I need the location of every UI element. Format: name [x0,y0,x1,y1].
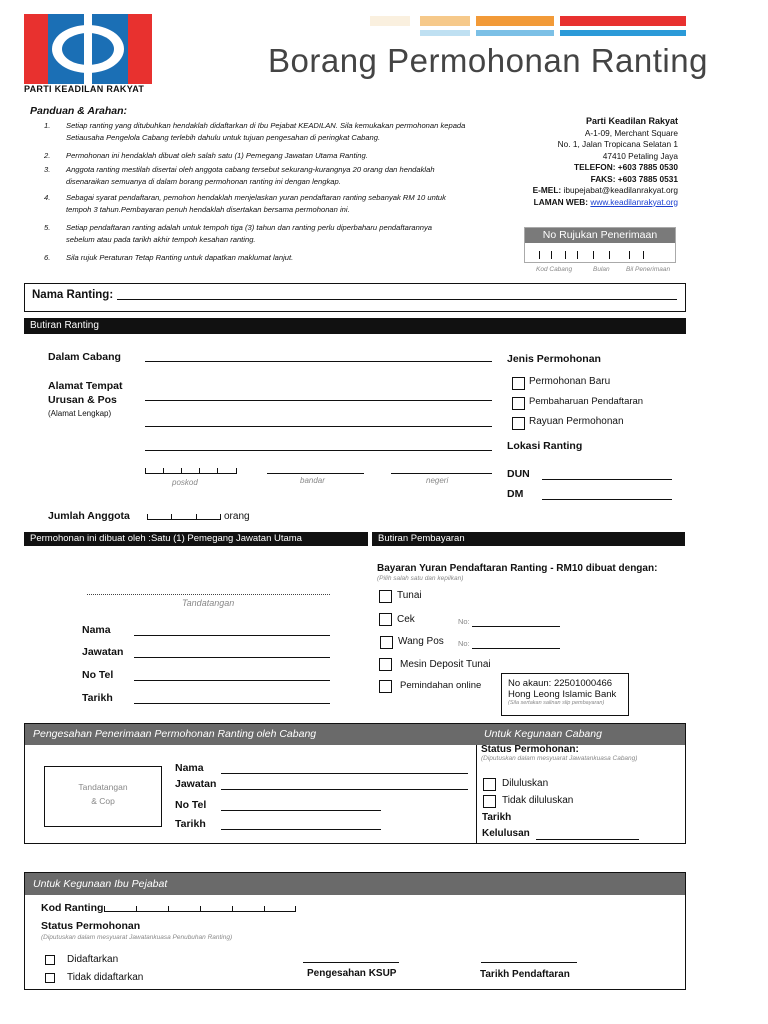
ref-kod-label: Kod Cabang [536,266,573,273]
bayaran-sub: (Pilih salah satu dan kepilkan) [377,575,464,582]
kod-ranting-label: Kod Ranting [41,902,104,914]
bank-info-box [501,673,629,716]
cabang-jawatan-label: Jawatan [175,778,217,790]
ref-title: No Rujukan Penerimaan [525,228,675,243]
rayuan-label: Rayuan Permohonan [529,416,624,427]
cabang-nama-label: Nama [175,762,204,774]
bandar-label: bandar [300,476,325,485]
email-value: ibupejabat@keadilanrakyat.org [563,185,678,195]
cabang-kelulusan-label: Kelulusan [482,828,530,839]
address-fax: FAKS: +603 7885 0531 [590,173,678,184]
cabang-status-label: Status Permohonan: [481,744,579,755]
cabang-notel-label: No Tel [175,799,207,811]
wangpos-label: Wang Pos [398,636,444,647]
pembayaran-bar: Butiran Pembayaran [372,532,685,546]
party-logo-icon [24,14,152,84]
cop-stamp-label: & Cop [91,796,115,806]
pengesahan-bar: Pengesahan Penerimaan Permohonan Ranting oleh Cabang [25,724,476,745]
ksup-label: Pengesahan KSUP [307,968,397,979]
butiran-ranting-bar: Butiran Ranting [24,318,686,334]
cop-sign-label: Tandatangan [78,782,128,792]
pemohon-notel-label: No Tel [82,669,114,681]
bandar-field[interactable] [267,473,364,474]
guide-item: 2. Permohonan ini hendaklah dibuat oleh salah satu (1) Pemegang Jawatan Utama Ranting. [44,151,368,160]
tarikh-pendaftaran-label: Tarikh Pendaftaran [480,969,570,980]
cabang-field[interactable] [145,361,492,362]
web-link[interactable]: www.keadilanrakyat.org [590,196,678,207]
checkbox-rayuan[interactable] [512,417,525,430]
permohonan-baru-label: Permohonan Baru [529,376,611,387]
cabang-status-sub: (Diputuskan dalam mesyuarat Jawatankuasa Cabang) [481,755,638,762]
address-block [533,116,678,208]
pemohon-notel-field[interactable] [134,680,330,681]
pemohon-tarikh-label: Tarikh [82,692,113,704]
dun-label: DUN [507,468,530,480]
poskod-label: poskod [172,478,198,487]
pemohon-tarikh-field[interactable] [134,703,330,704]
negeri-label: negeri [426,476,449,485]
ref-bil-label: Bil Penerimaan [626,266,671,273]
party-logo [24,14,152,96]
deposit-label: Mesin Deposit Tunai [400,659,491,670]
cek-no-field[interactable] [472,626,560,627]
address-tel: TELEFON: +603 7885 0530 [574,162,678,172]
dm-label: DM [507,488,524,500]
checkbox-permohonan-baru[interactable] [512,377,525,390]
ksup-field[interactable] [303,962,399,963]
checkbox-cek[interactable] [379,613,392,626]
address-org: Parti Keadilan Rakyat [585,116,678,126]
guide-item: 1. Setiap ranting yang ditubuhkan hendaklah didaftarkan di Ibu Pejabat KEADILAN. Sila kemukakan permohonan kepada Setiausaha Pengelola Cabang terlebih dahulu untuk tujuan pengesahan di peringkat Cabang. [44,121,466,142]
checkbox-pembaharuan[interactable] [512,397,525,410]
online-label: Pemindahan online [400,680,482,691]
checkbox-didaftarkan[interactable] [45,955,55,965]
checkbox-tunai[interactable] [379,590,392,603]
poskod-field[interactable] [145,473,237,474]
bank-slip-note: (Sila sertakan salinan slip pembayaran) [508,700,605,706]
alamat-label-3: (Alamat Lengkap) [48,409,112,418]
jumlah-anggota-field[interactable] [147,519,221,520]
nama-ranting-label: Nama Ranting: [32,289,114,301]
cabang-jawatan-field[interactable] [221,789,468,790]
pemohon-nama-label: Nama [82,624,111,636]
alamat-label-2: Urusan & Pos [48,394,117,406]
dm-field[interactable] [542,499,672,500]
guide-item: 4. Sebagai syarat pendaftaran, pemohon hendaklah menjelaskan yuran pendaftaran ranting sebanyak RM 10 untuk tempoh 3 tahun.Pembayaran penuh hendaklah disertakan bersama permohonan ini. [44,193,446,214]
kod-ranting-field[interactable] [104,911,296,912]
ref-bulan-label: Bulan [593,266,610,273]
tarikh-pendaftaran-field[interactable] [481,962,577,963]
didaftarkan-label: Didaftarkan [67,954,119,965]
guide-item: 3. Anggota ranting mestilah disertai oleh anggota cabang tersebut sekurang-kurangnya 20 orang dan hendaklah disenaraikan semuanya di dalam borang permohonan ranting ini dengan lengkap. [44,165,435,186]
guide-item: 5. Setiap pendaftaran ranting adalah untuk tempoh tiga (3) tahun dan ranting perlu diperbaharu pendaftarannya sebelum atau pada tarikh akhir tempoh kesahan ranting. [44,223,433,244]
cop-box[interactable] [44,766,162,827]
ref-cells[interactable] [525,243,675,263]
checkbox-tidak-diluluskan[interactable] [483,795,496,808]
cabang-tarikh-label: Tarikh [175,818,206,830]
ip-status-label: Status Permohonan [41,920,141,932]
jenis-permohonan-label: Jenis Permohonan [507,353,601,365]
web-label: LAMAN WEB: [533,196,589,207]
guide-item: 6. Sila rujuk Peraturan Tetap Ranting untuk dapatkan maklumat lanjut. [44,253,294,262]
alamat-field-3[interactable] [145,450,492,451]
wangpos-no-label: No: [458,639,470,648]
lokasi-ranting-label: Lokasi Ranting [507,440,583,452]
cabang-kelulusan-field[interactable] [536,839,639,840]
bank-name: Hong Leong Islamic Bank [508,689,617,700]
email-label: E-MEL: [532,185,562,195]
bank-account: No akaun: 22501000466 [508,678,613,689]
kegunaan-cabang-bar: Untuk Kegunaan Cabang [476,724,685,745]
cabang-label: Dalam Cabang [48,351,121,363]
ip-status-sub: (Diputuskan dalam mesyuarat Jawatankuasa Penubuhan Ranting) [41,934,233,941]
negeri-field[interactable] [391,473,492,474]
checkbox-wangpos[interactable] [380,636,393,649]
alamat-field-1[interactable] [145,400,492,401]
checkbox-tidak-didaftarkan[interactable] [45,973,55,983]
address-line2: No. 1, Jalan Tropicana Selatan 1 [557,139,678,149]
wangpos-no-field[interactable] [472,648,560,649]
tunai-label: Tunai [397,590,422,601]
pembaharuan-label: Pembaharuan Pendaftaran [529,396,644,407]
checkbox-deposit[interactable] [379,658,392,671]
tidak-didaftarkan-label: Tidak didaftarkan [67,972,144,983]
tidak-diluluskan-label: Tidak diluluskan [502,795,574,806]
ibu-pejabat-bar: Untuk Kegunaan Ibu Pejabat [25,873,685,895]
address-line3: 47410 Petaling Jaya [602,150,678,161]
tandatangan-label: Tandatangan [182,598,235,608]
nama-ranting-section [24,283,686,312]
cabang-kelulusan-tarikh-label: Tarikh [482,812,512,823]
ref-box [524,227,676,263]
pemohon-bar: Permohonan ini dibuat oleh :Satu (1) Pemegang Jawatan Utama [24,532,368,546]
page-title: Borang Permohonan Ranting [268,42,708,79]
jumlah-anggota-label: Jumlah Anggota [48,510,130,522]
cek-label: Cek [397,614,415,625]
cek-no-label: No: [458,617,470,626]
checkbox-online[interactable] [379,680,392,693]
bayaran-heading: Bayaran Yuran Pendaftaran Ranting - RM10 dibuat dengan: [377,563,658,574]
nama-ranting-field[interactable] [117,299,677,300]
cabang-notel-field[interactable] [221,810,381,811]
address-line1: A-1-09, Merchant Square [584,127,678,138]
cabang-nama-field[interactable] [221,773,468,774]
diluluskan-label: Diluluskan [502,778,549,789]
guide-list [44,120,484,266]
pemohon-jawatan-label: Jawatan [82,646,124,658]
signature-line[interactable] [87,594,330,595]
pemohon-nama-field[interactable] [134,635,330,636]
alamat-field-2[interactable] [145,426,492,427]
pemohon-jawatan-field[interactable] [134,657,330,658]
guide-heading: Panduan & Arahan: [30,105,128,117]
orang-label: orang [224,511,250,522]
checkbox-diluluskan[interactable] [483,778,496,791]
dun-field[interactable] [542,479,672,480]
logo-text: PARTI KEADILAN RAKYAT [24,84,145,94]
cabang-tarikh-field[interactable] [221,829,381,830]
alamat-label-1: Alamat Tempat [48,380,123,392]
